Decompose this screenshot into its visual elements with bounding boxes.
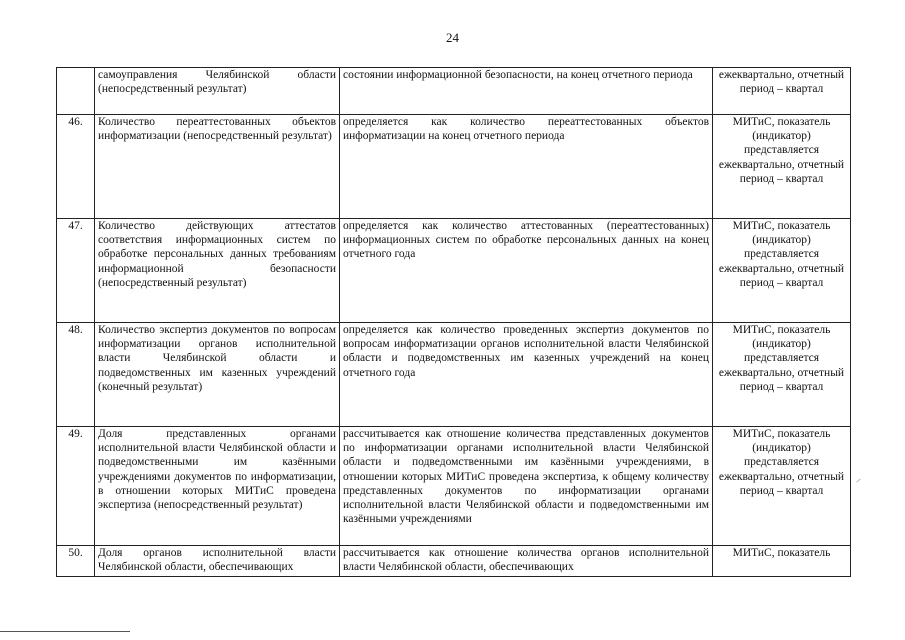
calculation-method: определяется как количество переаттестованных объектов информатизации на конец отчетного периода <box>340 115 713 219</box>
indicator-name: Количество переаттестованных объектов информатизации (непосредственный результат) <box>95 115 340 219</box>
row-number: 47. <box>57 219 95 323</box>
indicator-name: Доля представленных органами исполнительной власти Челябинской области и подведомственными им казёнными учреждениями документов по информатизации, в отношении которых МИТиС проведена экспертиза (непосредственный результат) <box>95 427 340 546</box>
indicator-name: Количество экспертиз документов по вопросам информатизации органов исполнительной власти Челябинской области и подведомственных им казенных учреждений (конечный результат) <box>95 323 340 427</box>
calculation-method: рассчитывается как отношение количества органов исполнительной власти Челябинской области, обеспечивающих <box>340 546 713 577</box>
page-number: 24 <box>446 30 459 45</box>
indicators-table <box>56 67 851 577</box>
calculation-method: рассчитывается как отношение количества представленных документов по информатизации органами исполнительной власти Челябинской области и подведомственными им казёнными учреждениями, в отношении которых МИТиС проведена экспертиза, к общему количеству представленных документов по информатизации органами исполнительной власти Челябинской области и подведомственными им казёнными учреждениями <box>340 427 713 546</box>
calculation-method: определяется как количество проведенных экспертиз документов по вопросам информатизации органов исполнительной власти Челябинской области и подведомственных им казенных учреждений на конец отчетного года <box>340 323 713 427</box>
footer-rule <box>0 631 130 632</box>
data-source: МИТиС, показатель (индикатор) представляется ежеквартально, отчетный период – квартал <box>713 427 851 546</box>
row-number: 48. <box>57 323 95 427</box>
row-number <box>57 68 95 115</box>
table-row <box>57 115 851 219</box>
row-number: 49. <box>57 427 95 546</box>
indicator-name: Количество действующих аттестатов соответствия информационных систем по обработке персональных данных требованиям информационной безопасности (непосредственный результат) <box>95 219 340 323</box>
margin-mark <box>856 479 860 483</box>
data-source: МИТиС, показатель <box>713 546 851 577</box>
row-number: 50. <box>57 546 95 577</box>
data-source: МИТиС, показатель (индикатор) представляется ежеквартально, отчетный период – квартал <box>713 115 851 219</box>
table-row <box>57 427 851 546</box>
table-row <box>57 323 851 427</box>
row-number: 46. <box>57 115 95 219</box>
data-source: МИТиС, показатель (индикатор) представляется ежеквартально, отчетный период – квартал <box>713 219 851 323</box>
data-source: МИТиС, показатель (индикатор) представляется ежеквартально, отчетный период – квартал <box>713 323 851 427</box>
indicator-name: Доля органов исполнительной власти Челябинской области, обеспечивающих <box>95 546 340 577</box>
calculation-method: определяется как количество аттестованных (переаттестованных) информационных систем по обработке персональных данных на конец отчетного года <box>340 219 713 323</box>
data-source: ежеквартально, отчетный период – квартал <box>713 68 851 115</box>
table-row <box>57 546 851 577</box>
calculation-method: состоянии информационной безопасности, на конец отчетного периода <box>340 68 713 115</box>
table-row <box>57 219 851 323</box>
indicator-name: самоуправления Челябинской области (непосредственный результат) <box>95 68 340 115</box>
table-row <box>57 68 851 115</box>
